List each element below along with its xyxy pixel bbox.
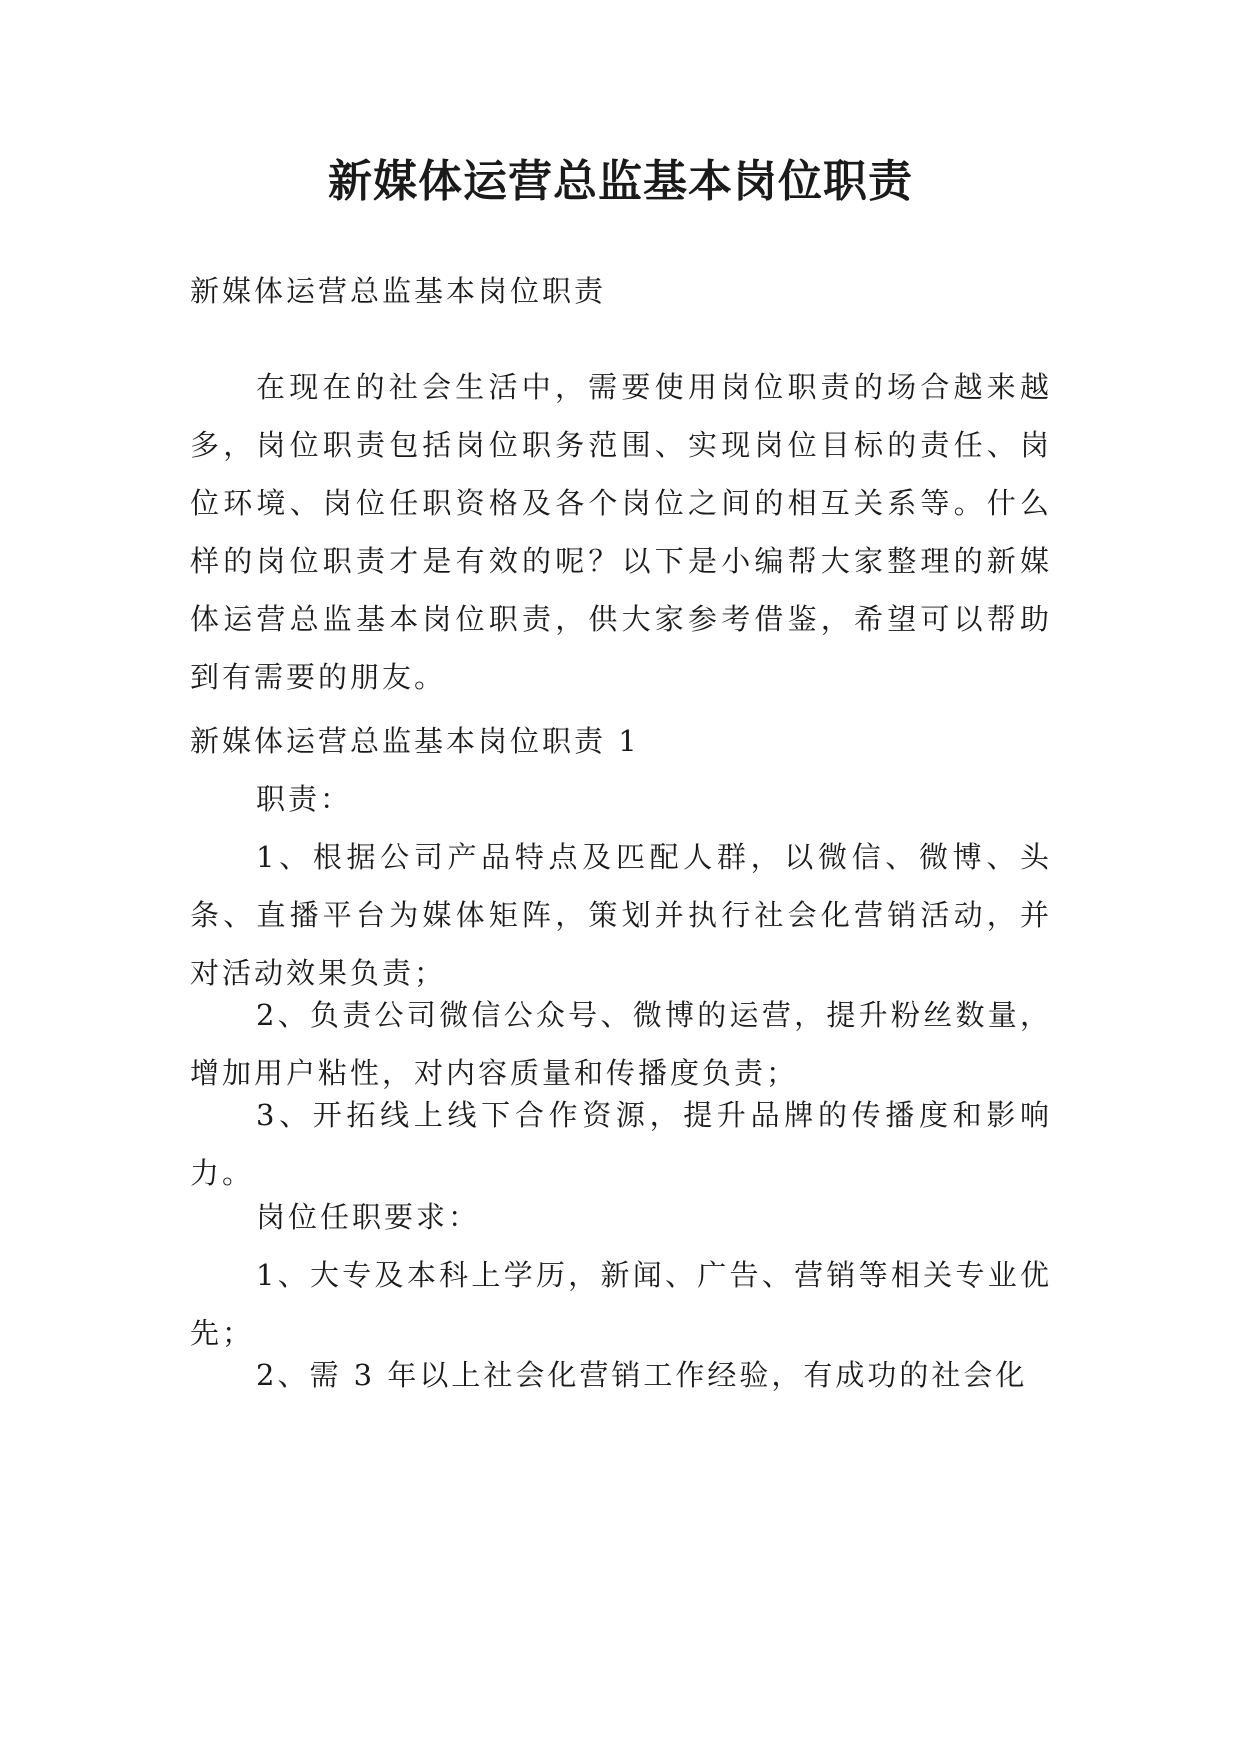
document-title: 新媒体运营总监基本岗位职责 — [328, 156, 913, 207]
requirements-label: 岗位任职要求： — [256, 1200, 481, 1234]
intro-paragraph: 在现在的社会生活中，需要使用岗位职责的场合越来越多，岗位职责包括岗位职务范围、实现岗位目标的责任、岗位环境、岗位任职资格及各个岗位之间的相互关系等。什么样的岗位职责才是有效的呢？以下是小编帮大家整理的新媒体运营总监基本岗位职责，供大家参考借鉴，希望可以帮助到有需要的朋友。 — [190, 370, 1052, 694]
requirement-item: 2、需 3 年以上社会化营销工作经验，有成功的社会化 — [256, 1358, 1028, 1392]
duties-label: 职责： — [256, 782, 353, 816]
duty-item: 3、开拓线上线下合作资源，提升品牌的传播度和影响力。 — [190, 1098, 1052, 1190]
section-heading: 新媒体运营总监基本岗位职责 1 — [190, 724, 640, 758]
duty-item: 1、根据公司产品特点及匹配人群，以微信、微博、头条、直播平台为媒体矩阵，策划并执行社会化营销活动，并对活动效果负责； — [190, 840, 1052, 990]
requirement-item: 1、大专及本科上学历，新闻、广告、营销等相关专业优先； — [190, 1258, 1052, 1350]
duty-item: 2、负责公司微信公众号、微博的运营，提升粉丝数量，增加用户粘性，对内容质量和传播度负责； — [190, 998, 1052, 1090]
document-subtitle: 新媒体运营总监基本岗位职责 — [190, 274, 607, 308]
